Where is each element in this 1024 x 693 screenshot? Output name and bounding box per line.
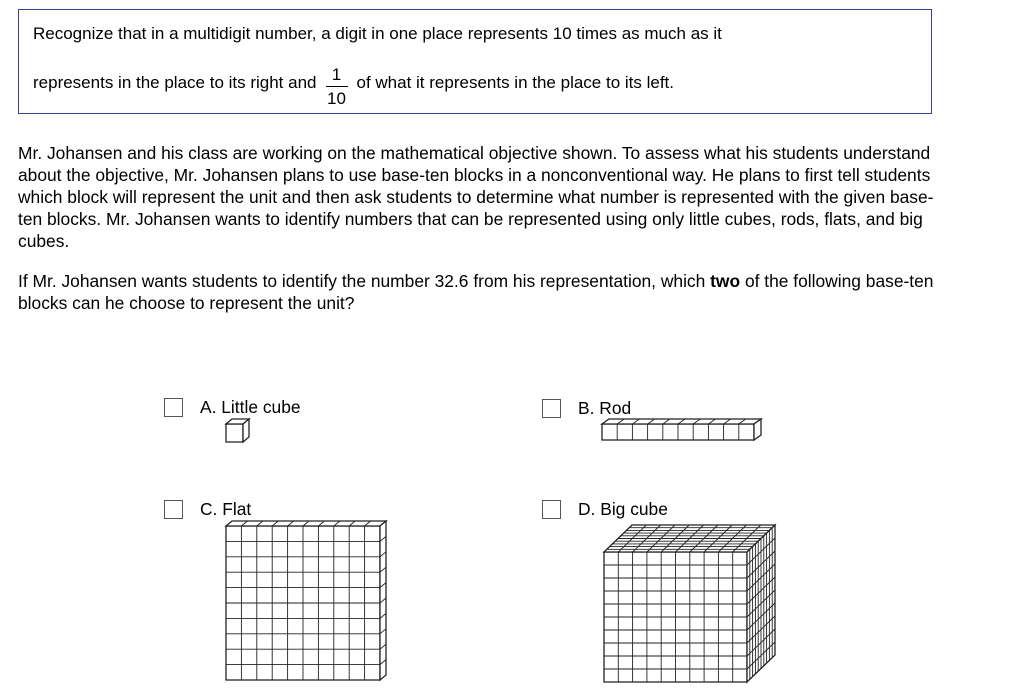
option-a[interactable] (164, 397, 301, 418)
question-paragraph-2 (18, 270, 938, 314)
option-c-checkbox[interactable] (164, 500, 183, 519)
question-emphasis: two (710, 271, 741, 291)
option-a-label: A. Little cube (200, 397, 301, 417)
flat-icon (222, 518, 390, 684)
question-prompt-start: If Mr. Johansen wants students to identify the number 32.6 from his representation, which (18, 271, 706, 291)
objective-line-2-end: of what it represents in the place to its left. (356, 72, 674, 92)
option-c[interactable] (164, 499, 251, 520)
fraction-bar (326, 86, 348, 87)
option-b-label: B. Rod (578, 398, 632, 418)
option-d-checkbox[interactable] (542, 500, 561, 519)
question-paragraph-1: Mr. Johansen and his class are working on the mathematical objective shown. To assess what his students understand about the objective, Mr. Johansen plans to use base-ten blocks in a nonconventional way. He plans to first tell students which block will represent the unit and then ask students to determine what number is represented with the given base-ten blocks. Mr. Johansen wants to identify numbers that can be represented using only little cubes, rods, flats, and big cubes. (18, 143, 934, 251)
rod-icon (600, 418, 766, 444)
option-a-checkbox[interactable] (164, 398, 183, 417)
option-c-label: C. Flat (200, 499, 252, 519)
fraction-numerator: 1 (331, 65, 342, 84)
objective-line-2-start: represents in the place to its right and (33, 72, 317, 92)
option-d[interactable] (542, 499, 668, 520)
question-prompt-end: of the following base-ten blocks can he choose to represent the unit? (18, 271, 934, 313)
fraction-one-tenth (326, 65, 348, 108)
little-cube-icon (224, 418, 252, 446)
objective-box (18, 9, 932, 114)
option-d-label: D. Big cube (578, 499, 668, 519)
fraction-denominator: 10 (327, 89, 346, 109)
option-b[interactable] (542, 398, 631, 419)
objective-line-1: Recognize that in a multidigit number, a digit in one place represents 10 times as much as it (33, 24, 722, 43)
objective-line-2 (33, 61, 674, 109)
big-cube-icon (600, 518, 780, 686)
option-b-checkbox[interactable] (542, 399, 561, 418)
